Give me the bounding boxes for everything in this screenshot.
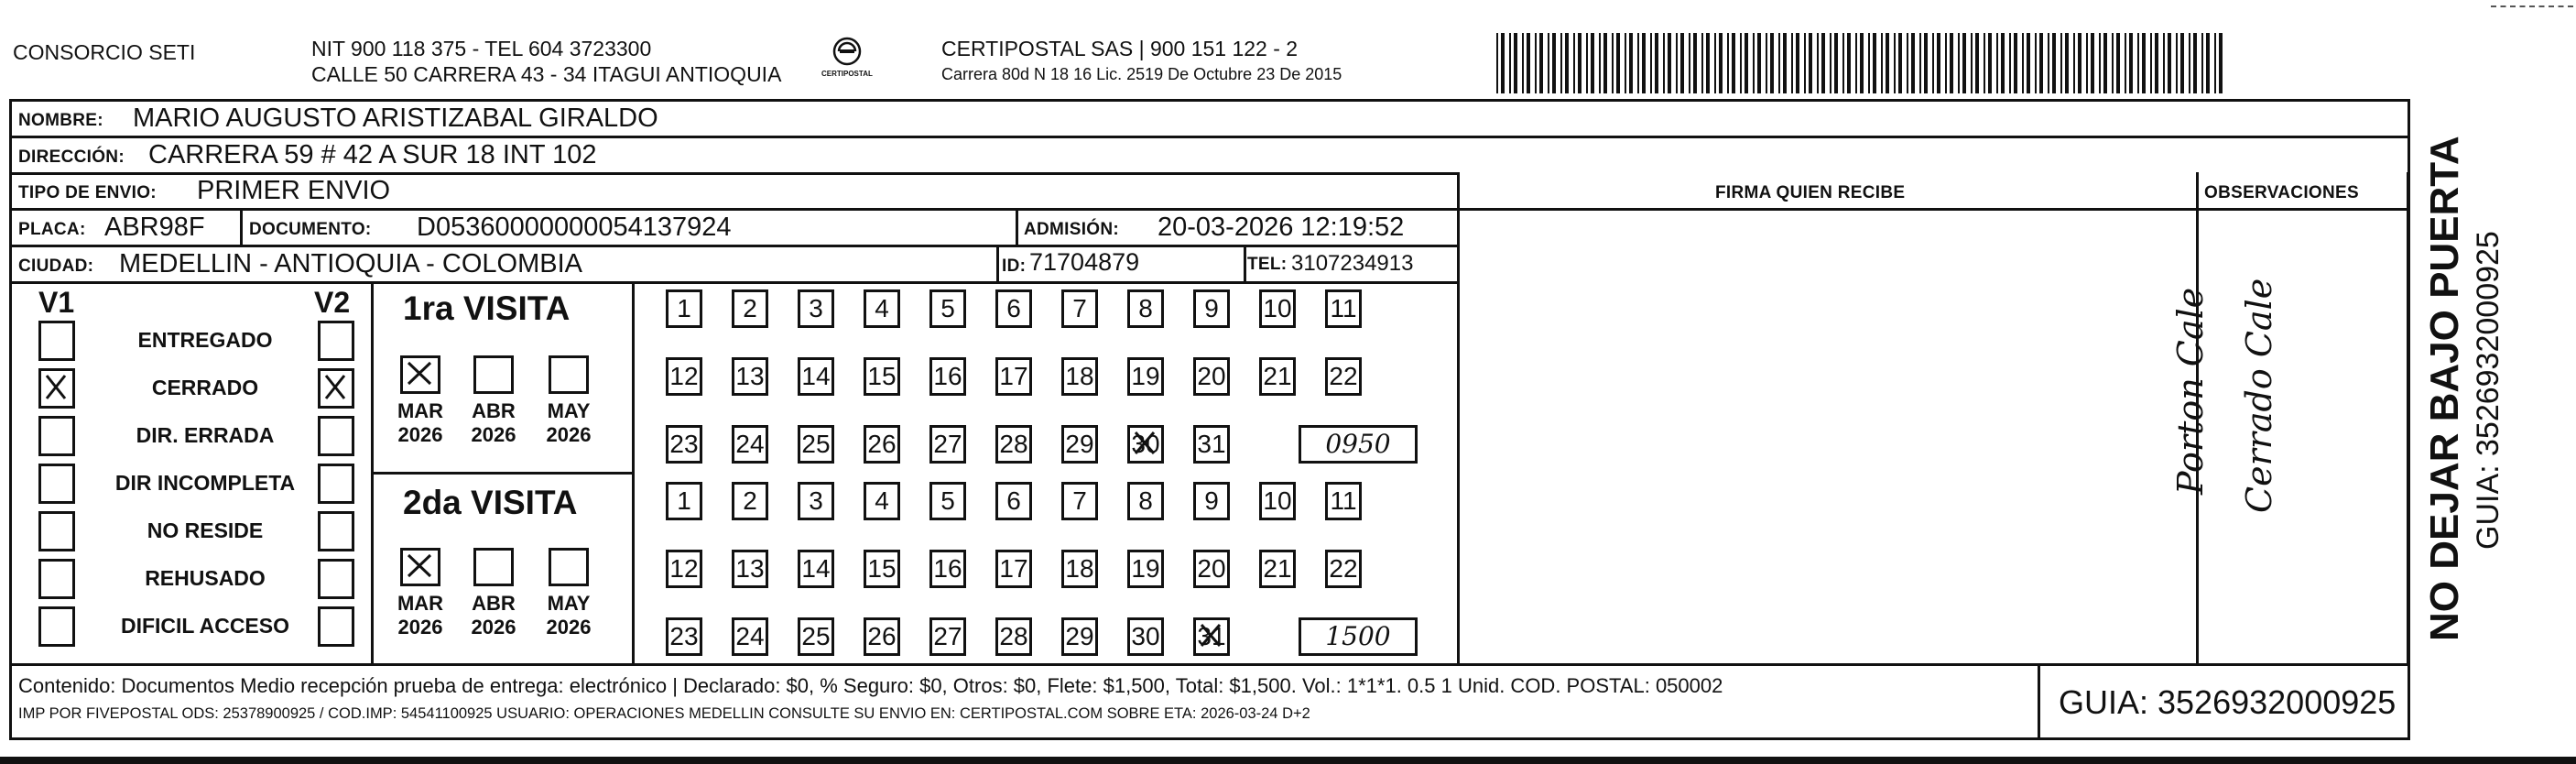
side-warning: NO DEJAR BAJO PUERTA <box>2422 136 2467 641</box>
visit-day-box[interactable]: 6 <box>995 289 1032 328</box>
city-value: MEDELLIN - ANTIOQUIA - COLOMBIA <box>119 249 582 278</box>
visit-month-checkbox[interactable] <box>473 548 514 586</box>
visit-day-box[interactable]: 17 <box>995 357 1032 396</box>
visit-day-box[interactable]: 7 <box>1061 482 1098 520</box>
id-label: ID: <box>1002 256 1027 276</box>
visit-year-label: 2026 <box>546 616 592 638</box>
status-option-label: DIFICIL ACCESO <box>120 614 289 638</box>
visit-day-box[interactable]: 24 <box>732 617 768 656</box>
visit-month-checkbox[interactable] <box>549 355 589 394</box>
status-v1-checkbox[interactable] <box>38 368 75 409</box>
visit-day-box[interactable]: 16 <box>929 550 966 588</box>
status-v2-checkbox[interactable] <box>318 321 354 361</box>
visit-year-label: 2026 <box>397 616 443 638</box>
visit-day-box[interactable]: 14 <box>798 357 834 396</box>
status-v1-checkbox[interactable] <box>38 464 75 504</box>
v2-label: V2 <box>314 286 351 319</box>
status-v1-checkbox[interactable] <box>38 511 75 551</box>
send-type-label: TIPO DE ENVIO: <box>18 183 157 202</box>
visit-year-label: 2026 <box>397 423 443 446</box>
visit-day-box[interactable]: 8 <box>1127 482 1164 520</box>
visit-day-box[interactable]: 25 <box>798 425 834 464</box>
admission-label: ADMISIÓN: <box>1024 220 1120 239</box>
status-v1-checkbox[interactable] <box>38 416 75 456</box>
visit-day-box[interactable]: 23 <box>666 425 702 464</box>
visit-month-label: MAR <box>397 592 444 615</box>
visit-day-box[interactable]: 31 <box>1193 425 1230 464</box>
status-v2-checkbox[interactable] <box>318 368 354 409</box>
visit-month-label: MAY <box>547 592 591 615</box>
visit-day-box[interactable]: 27 <box>929 617 966 656</box>
visit-day-box[interactable]: 16 <box>929 357 966 396</box>
admission-value: 20-03-2026 12:19:52 <box>1158 213 1405 242</box>
visit-day-box[interactable]: 24 <box>732 425 768 464</box>
visit-1-title: 1ra VISITA <box>403 289 571 327</box>
footer-content-line: Contenido: Documentos Medio recepción prueba de entrega: electrónico | Declarado: $0, % Seguro: $0, Otros: $0, Flete: $1,500, Total: $1,500. Vol.: 1*1*1. 0.5 1 Unid. COD. POSTAL: 050002 <box>18 674 1723 697</box>
name-label-text: NOMBRE: <box>18 111 103 130</box>
visit-month-checkbox[interactable] <box>549 548 589 586</box>
observations-header: OBSERVACIONES <box>2204 183 2359 202</box>
visit-day-box[interactable]: 18 <box>1061 550 1098 588</box>
visit-day-box[interactable]: 22 <box>1325 550 1362 588</box>
company-address: CALLE 50 CARRERA 43 - 34 ITAGUI ANTIOQUIA <box>311 62 782 86</box>
visit-time-box[interactable]: 0950 <box>1299 425 1418 464</box>
visit-day-box[interactable]: 18 <box>1061 357 1098 396</box>
visit-day-box[interactable]: 30 <box>1127 617 1164 656</box>
license-line: Carrera 80d N 18 16 Lic. 2519 De Octubre 23 De 2015 <box>941 65 1342 83</box>
plate-label: PLACA: <box>18 220 86 239</box>
visit-month-label: MAY <box>547 399 591 422</box>
visit-year-label: 2026 <box>546 423 592 446</box>
visit-day-box[interactable]: 26 <box>864 425 900 464</box>
plate-value: ABR98F <box>104 213 205 242</box>
visit-day-box[interactable]: 9 <box>1193 482 1230 520</box>
visit-day-box[interactable]: 2 <box>732 482 768 520</box>
visit-time-box[interactable]: 1500 <box>1299 617 1418 656</box>
visit-day-box[interactable]: 29 <box>1061 617 1098 656</box>
id-value: 71704879 <box>1029 248 1140 276</box>
visit-day-box[interactable]: 20 <box>1193 357 1230 396</box>
visit-day-box[interactable]: 9 <box>1193 289 1230 328</box>
barcode <box>1496 33 2225 93</box>
certipostal-line: CERTIPOSTAL SAS | 900 151 122 - 2 <box>941 37 1299 60</box>
tel-label: TEL: <box>1247 255 1288 274</box>
status-v1-checkbox[interactable] <box>38 321 75 361</box>
visit-day-box[interactable]: 1 <box>666 482 702 520</box>
visit-day-box[interactable]: 7 <box>1061 289 1098 328</box>
visit-month-label: ABR <box>472 399 516 422</box>
status-v1-checkbox[interactable] <box>38 559 75 599</box>
visit-day-box[interactable]: 17 <box>995 550 1032 588</box>
visit-month-label: MAR <box>397 399 444 422</box>
recipient-name: MARIO AUGUSTO ARISTIZABAL GIRALDO <box>133 104 658 133</box>
visit-day-box[interactable]: 13 <box>732 550 768 588</box>
visit-day-box[interactable]: 2 <box>732 289 768 328</box>
visit-day-box[interactable]: 21 <box>1259 550 1296 588</box>
visit-day-box[interactable]: 3 <box>798 482 834 520</box>
send-type: PRIMER ENVIO <box>197 176 391 205</box>
visit-day-box[interactable]: 12 <box>666 550 702 588</box>
visit-day-box[interactable]: 28 <box>995 425 1032 464</box>
visit-day-box[interactable]: 27 <box>929 425 966 464</box>
visit-day-box[interactable]: 28 <box>995 617 1032 656</box>
visit-day-box[interactable]: 5 <box>929 482 966 520</box>
bottom-edge <box>0 757 2576 764</box>
status-option-label: DIR. ERRADA <box>136 423 275 447</box>
visit-month-checkbox[interactable] <box>400 548 440 586</box>
visit-year-label: 2026 <box>471 616 516 638</box>
visit-month-label: ABR <box>472 592 516 615</box>
logo-text: CERTIPOSTAL <box>821 70 873 78</box>
nit-line: NIT 900 118 375 - TEL 604 3723300 <box>311 37 652 60</box>
visit-month-checkbox[interactable] <box>400 355 440 394</box>
visit-day-box[interactable]: 1 <box>666 289 702 328</box>
visit-day-box[interactable]: 10 <box>1259 289 1296 328</box>
status-v2-checkbox[interactable] <box>318 606 354 647</box>
visit-day-box[interactable]: 30 <box>1127 425 1164 464</box>
visit-day-box[interactable]: 13 <box>732 357 768 396</box>
visit-day-box[interactable]: 12 <box>666 357 702 396</box>
observation-note-1: Porton Cale <box>2170 287 2211 495</box>
side-guia: GUIA: 3526932000925 <box>2471 231 2505 550</box>
status-v1-checkbox[interactable] <box>38 606 75 647</box>
status-v2-checkbox[interactable] <box>318 559 354 599</box>
visit-day-box[interactable]: 6 <box>995 482 1032 520</box>
status-option-label: DIR INCOMPLETA <box>114 471 296 495</box>
status-option-label: REHUSADO <box>145 566 266 590</box>
visit-year-label: 2026 <box>471 423 516 446</box>
status-option-label: CERRADO <box>151 376 259 399</box>
visit-day-box[interactable]: 23 <box>666 617 702 656</box>
document-value: D05360000000054137924 <box>417 213 732 242</box>
corner-dashes <box>2491 5 2573 10</box>
city-label: CIUDAD: <box>18 256 94 276</box>
visit-day-box[interactable]: 11 <box>1325 289 1362 328</box>
address-label: DIRECCIÓN: <box>18 147 125 167</box>
visit-day-box[interactable]: 21 <box>1259 357 1296 396</box>
observation-note-2: Cerrado Cale <box>2239 278 2279 513</box>
visit-day-box[interactable]: 10 <box>1259 482 1296 520</box>
footer-imp-line: IMP POR FIVEPOSTAL ODS: 25378900925 / COD.IMP: 54541100925 USUARIO: OPERACIONES MEDELLIN CONSULTE SU ENVIO EN: CERTIPOSTAL.COM SOBRE ETA: 2026-03-24 D+2 <box>18 705 1310 722</box>
visit-day-box[interactable]: 15 <box>864 357 900 396</box>
visit-day-box[interactable]: 4 <box>864 482 900 520</box>
visit-day-box[interactable]: 25 <box>798 617 834 656</box>
visit-day-box[interactable]: 5 <box>929 289 966 328</box>
status-v2-checkbox[interactable] <box>318 416 354 456</box>
document-label: DOCUMENTO: <box>249 220 372 239</box>
certipostal-logo <box>820 33 875 84</box>
status-v2-checkbox[interactable] <box>318 464 354 504</box>
signature-header: FIRMA QUIEN RECIBE <box>1715 183 1906 202</box>
status-option-label: ENTREGADO <box>137 328 273 352</box>
visit-day-box[interactable]: 19 <box>1127 357 1164 396</box>
visit-day-box[interactable]: 3 <box>798 289 834 328</box>
tel-value: 3107234913 <box>1291 251 1414 276</box>
visit-day-box[interactable]: 22 <box>1325 357 1362 396</box>
visit-2-title: 2da VISITA <box>403 484 578 521</box>
visit-day-box[interactable]: 14 <box>798 550 834 588</box>
visit-day-box[interactable]: 29 <box>1061 425 1098 464</box>
v1-label: V1 <box>38 286 75 319</box>
company-name: CONSORCIO SETI <box>13 40 196 64</box>
recipient-address: CARRERA 59 # 42 A SUR 18 INT 102 <box>148 140 597 169</box>
status-v2-checkbox[interactable] <box>318 511 354 551</box>
visit-day-box[interactable]: 15 <box>864 550 900 588</box>
visit-day-box[interactable]: 4 <box>864 289 900 328</box>
visit-day-box[interactable]: 26 <box>864 617 900 656</box>
visit-day-box[interactable]: 31 <box>1193 617 1230 656</box>
visit-day-box[interactable]: 19 <box>1127 550 1164 588</box>
status-option-label: NO RESIDE <box>147 518 264 542</box>
footer-guia: GUIA: 3526932000925 <box>2059 683 2397 721</box>
visit-day-box[interactable]: 8 <box>1127 289 1164 328</box>
visit-day-box[interactable]: 11 <box>1325 482 1362 520</box>
visit-month-checkbox[interactable] <box>473 355 514 394</box>
visit-day-box[interactable]: 20 <box>1193 550 1230 588</box>
